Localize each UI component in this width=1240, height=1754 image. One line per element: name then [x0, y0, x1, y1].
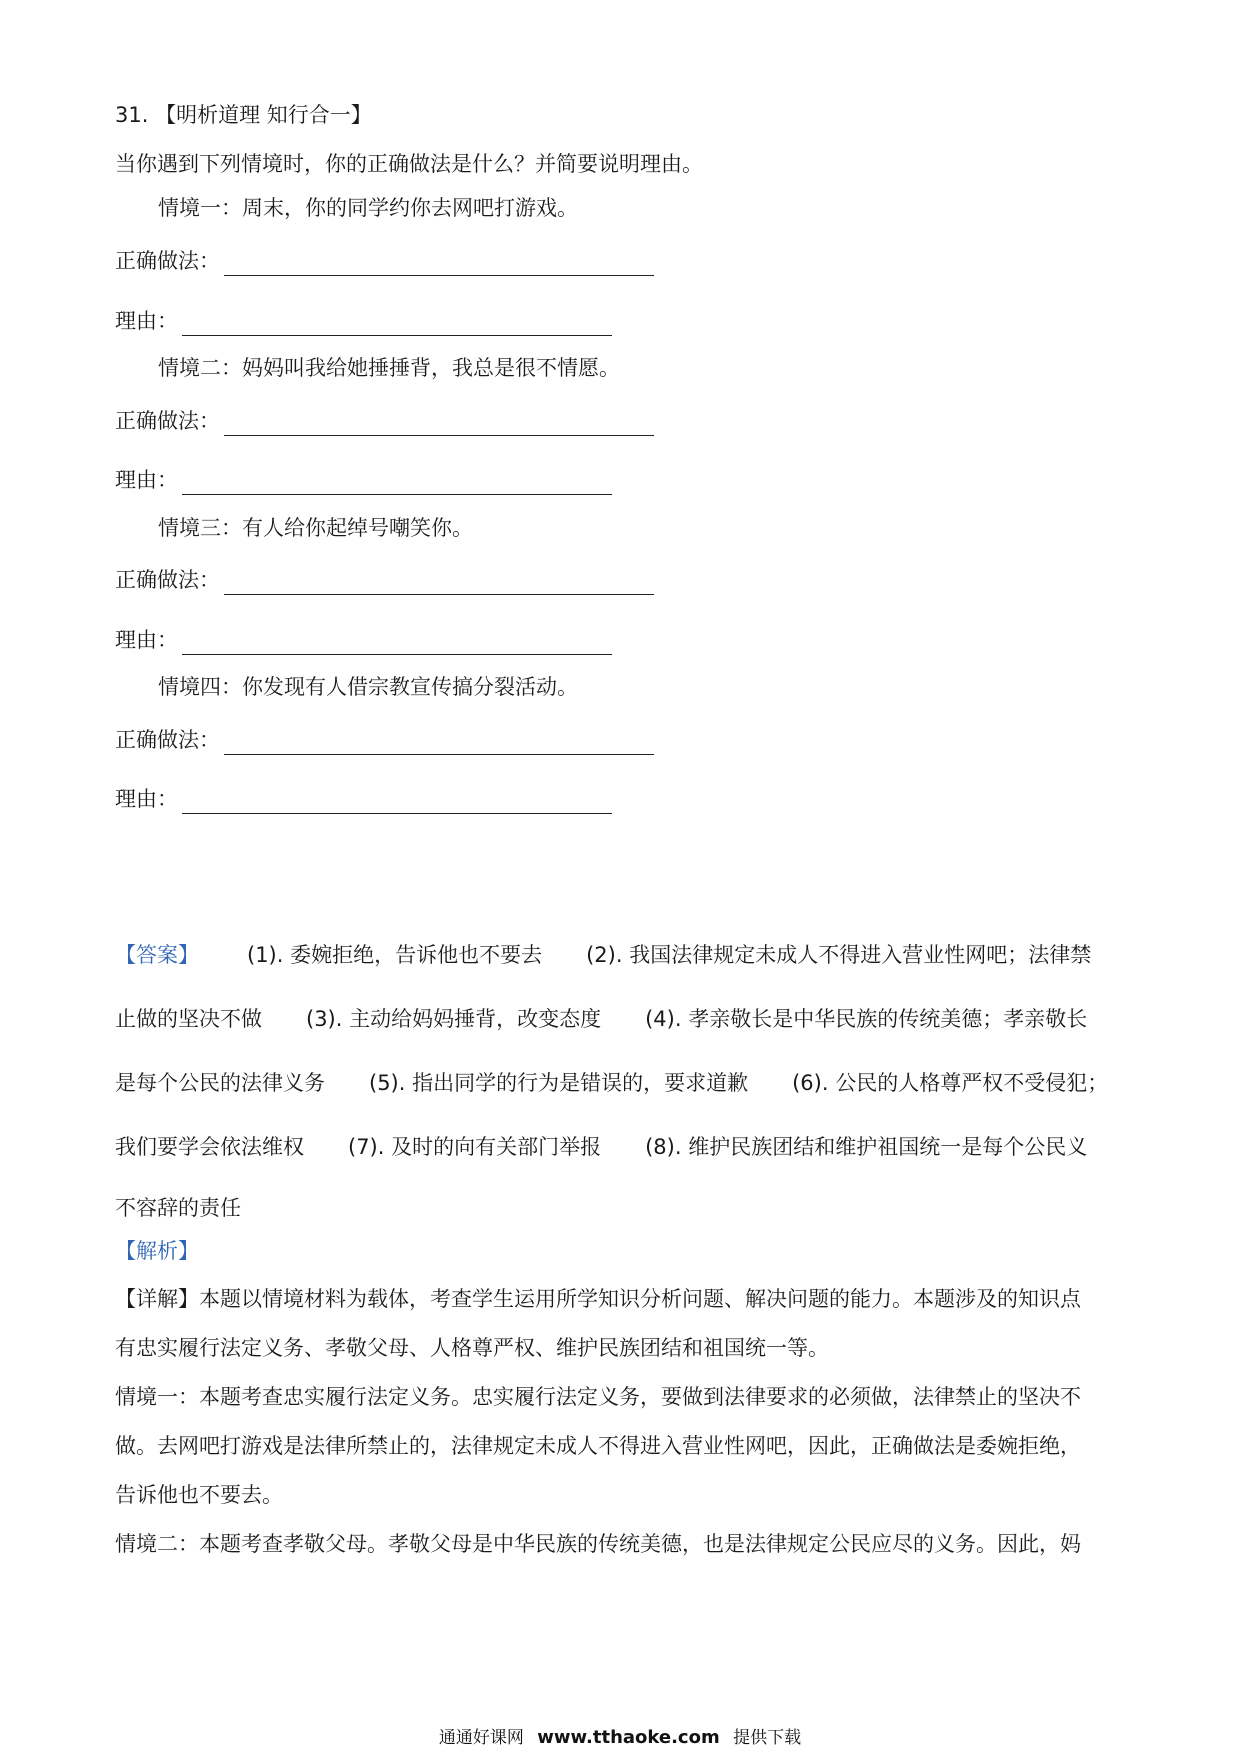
answer-item: (4). 孝亲敬长是中华民族的传统美德；孝亲敬长	[645, 1007, 1088, 1031]
analysis-paragraph: 情境一：本题考查忠实履行法定义务。忠实履行法定义务，要做到法律要求的必须做，法律禁止的坚决不	[115, 1385, 1081, 1409]
answer-line-2	[115, 1004, 1127, 1034]
answer-line-1	[115, 940, 1127, 970]
answer-item: 止做的坚决不做	[115, 1007, 262, 1031]
question-prompt: 当你遇到下列情境时，你的正确做法是什么？并简要说明理由。	[115, 152, 703, 176]
scenario-3-reason-label: 理由：	[115, 628, 178, 652]
analysis-paragraph: 情境二：本题考查孝敬父母。孝敬父母是中华民族的传统美德，也是法律规定公民应尽的义务。因此，妈	[115, 1532, 1081, 1556]
answer-item: 不容辞的责任	[115, 1196, 241, 1220]
analysis-paragraph	[115, 1284, 1127, 1314]
scenario-1-action-row	[115, 242, 654, 276]
analysis-paragraph: 告诉他也不要去。	[115, 1483, 283, 1507]
scenario-1-reason-row	[115, 302, 612, 336]
answer-line-4	[115, 1132, 1127, 1162]
answer-item: 是每个公民的法律义务	[115, 1071, 325, 1095]
scenario-4-action-row	[115, 721, 654, 755]
scenario-2-text: 情境二：妈妈叫我给她捶捶背，我总是很不情愿。	[158, 356, 620, 380]
answer-item: (5). 指出同学的行为是错误的，要求道歉	[369, 1071, 749, 1095]
scenario-3-text: 情境三：有人给你起绰号嘲笑你。	[158, 516, 473, 540]
question-title: 31. 【明析道理 知行合一】	[115, 103, 372, 127]
analysis-text: 本题以情境材料为载体，考查学生运用所学知识分析问题、解决问题的能力。本题涉及的知识点	[199, 1287, 1081, 1311]
scenario-1-text: 情境一：周末，你的同学约你去网吧打游戏。	[158, 196, 578, 220]
answer-item: (7). 及时的向有关部门举报	[348, 1135, 602, 1159]
scenario-1-reason-blank[interactable]	[182, 309, 612, 336]
scenario-1-action-label: 正确做法：	[115, 249, 220, 273]
scenario-2-reason-label: 理由：	[115, 468, 178, 492]
scenario-2-reason-row	[115, 461, 612, 495]
scenario-3-action-blank[interactable]	[224, 568, 654, 595]
scenario-4-action-label: 正确做法：	[115, 728, 220, 752]
footer-suffix: 提供下载	[733, 1728, 802, 1748]
analysis-tag: 【解析】	[115, 1239, 199, 1263]
answer-item: (8). 维护民族团结和维护祖国统一是每个公民义	[645, 1135, 1088, 1159]
analysis-paragraph: 做。去网吧打游戏是法律所禁止的，法律规定未成人不得进入营业性网吧，因此，正确做法是委婉拒绝，	[115, 1434, 1081, 1458]
scenario-3-action-row	[115, 561, 654, 595]
scenario-2-action-row	[115, 402, 654, 436]
scenario-4-reason-blank[interactable]	[182, 787, 612, 814]
scenario-4-reason-row	[115, 780, 612, 814]
footer-site-name: 通通好课网	[438, 1728, 524, 1748]
analysis-paragraph: 有忠实履行法定义务、孝敬父母、人格尊严权、维护民族团结和祖国统一等。	[115, 1336, 829, 1360]
scenario-3-reason-row	[115, 621, 612, 655]
answer-item: 我们要学会依法维权	[115, 1135, 304, 1159]
scenario-3-reason-blank[interactable]	[182, 628, 612, 655]
scenario-3-action-label: 正确做法：	[115, 568, 220, 592]
footer-url-link[interactable]: www.tthaoke.com	[537, 1727, 720, 1748]
answer-line-5	[115, 1193, 1127, 1223]
answer-tag: 【答案】	[115, 943, 199, 967]
detail-tag: 【详解】	[115, 1287, 199, 1311]
scenario-4-reason-label: 理由：	[115, 787, 178, 811]
scenario-2-action-blank[interactable]	[224, 409, 654, 436]
page-footer	[0, 1727, 1240, 1749]
analysis-heading	[115, 1236, 1127, 1266]
answer-line-3	[115, 1068, 1127, 1098]
scenario-4-text: 情境四：你发现有人借宗教宣传搞分裂活动。	[158, 675, 578, 699]
answer-item: (3). 主动给妈妈捶背，改变态度	[306, 1007, 602, 1031]
scenario-4-action-blank[interactable]	[224, 728, 654, 755]
answer-item: (2). 我国法律规定未成人不得进入营业性网吧；法律禁	[586, 943, 1092, 967]
scenario-1-reason-label: 理由：	[115, 309, 178, 333]
answer-item: (6). 公民的人格尊严权不受侵犯；	[792, 1071, 1109, 1095]
scenario-2-reason-blank[interactable]	[182, 468, 612, 495]
scenario-1-action-blank[interactable]	[224, 249, 654, 276]
answer-item: (1). 委婉拒绝，告诉他也不要去	[247, 943, 543, 967]
scenario-2-action-label: 正确做法：	[115, 409, 220, 433]
